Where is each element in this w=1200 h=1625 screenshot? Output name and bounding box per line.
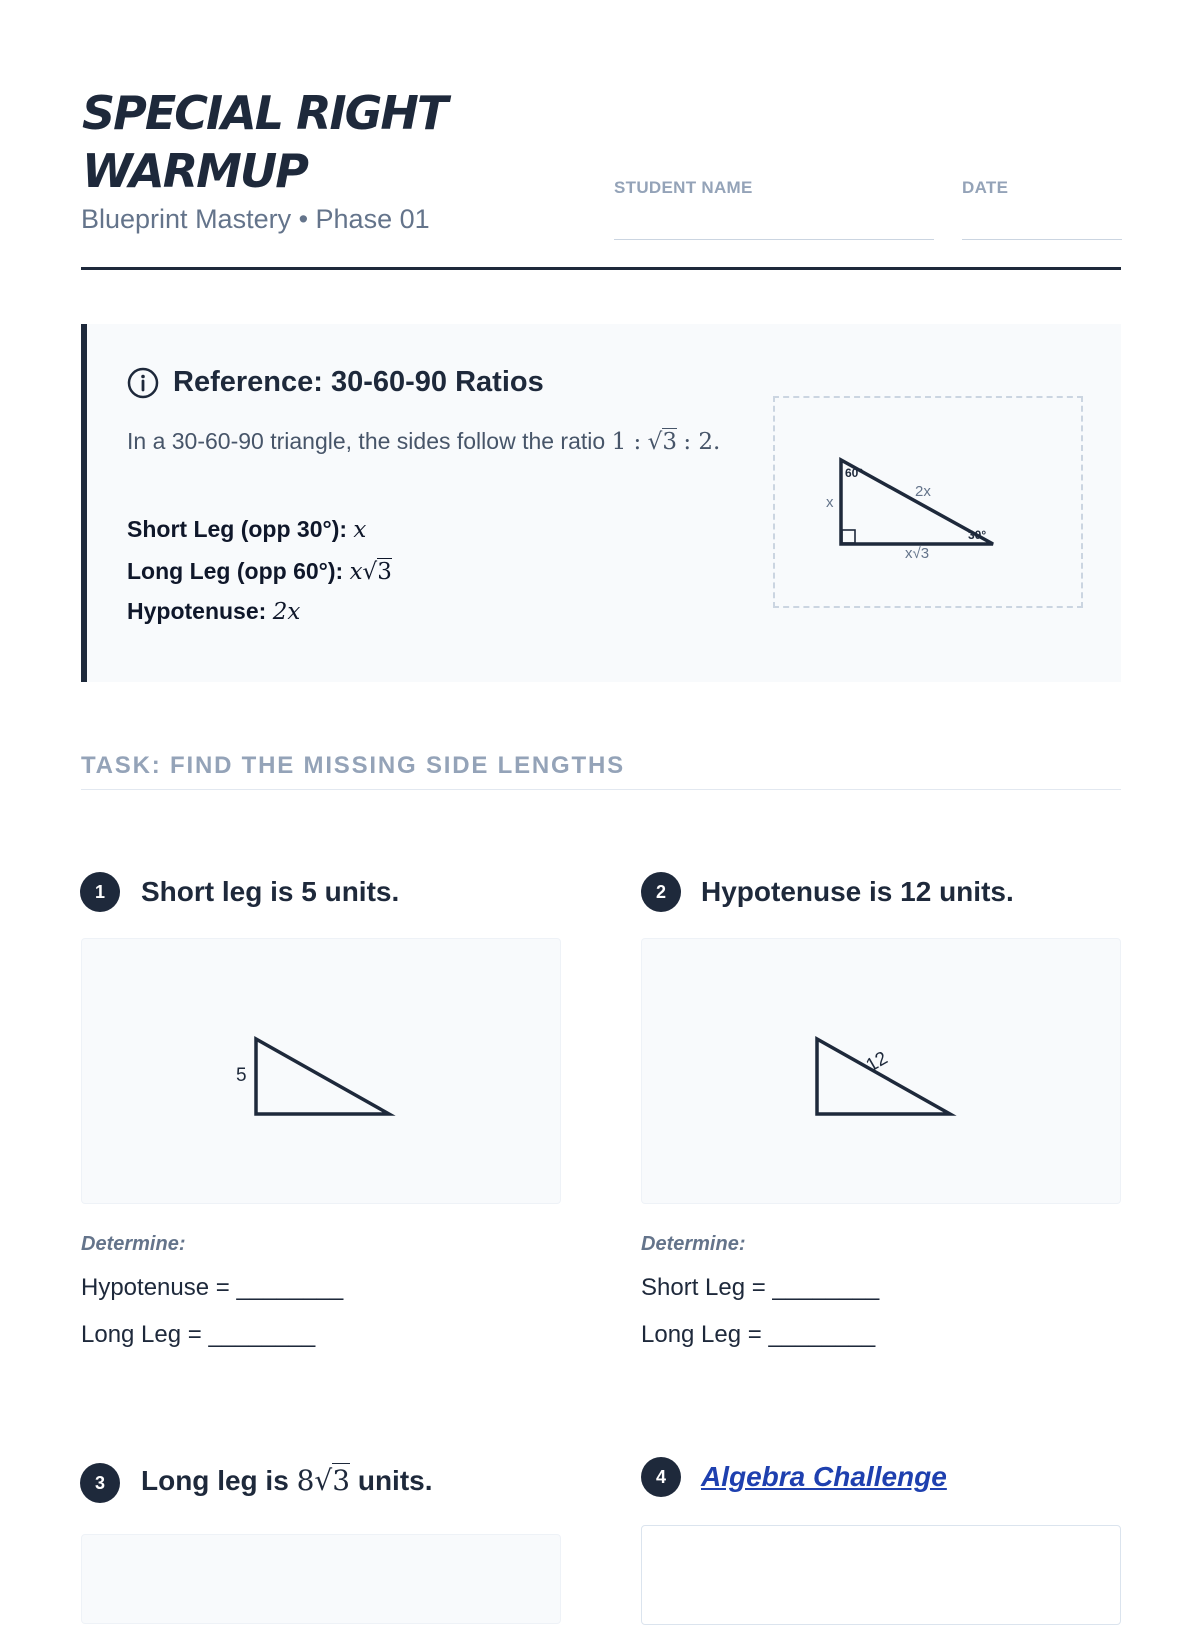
problem-2-given-label: 12	[862, 1047, 892, 1077]
problem-1-triangle	[256, 1039, 389, 1114]
problem-3-sqrt-value: 3	[332, 1464, 351, 1497]
problem-3-title	[141, 1464, 433, 1497]
ref-item-hypotenuse	[127, 598, 300, 625]
ref-item-long-leg	[127, 558, 392, 585]
info-icon	[127, 367, 159, 399]
reference-triangle-svg	[775, 398, 1081, 606]
reference-description	[127, 424, 737, 459]
right-angle-marker	[842, 530, 855, 543]
diagram-label-long-leg: x√3	[905, 545, 930, 562]
task-divider	[81, 789, 1121, 790]
header-divider	[81, 267, 1121, 270]
ratio-sqrt: √3	[647, 429, 677, 455]
problem-3-number: 3	[80, 1463, 120, 1503]
ref-item-math: x	[349, 559, 363, 585]
problem-1-answer-long-leg[interactable]: Long Leg = ________	[81, 1321, 316, 1348]
ratio-part-b: : 2.	[683, 429, 721, 455]
reference-diagram	[773, 396, 1083, 608]
problem-2-figure-panel	[641, 938, 1121, 1204]
date-label: DATE	[962, 178, 1009, 197]
ref-item-math: x	[353, 517, 367, 543]
problem-1-title: Short leg is 5 units.	[141, 876, 400, 907]
student-name-field[interactable]	[614, 239, 934, 240]
page-title: SPECIAL RIGHT WARMUP	[82, 86, 447, 198]
problem-3-figure-panel	[81, 1534, 561, 1624]
problem-2-title: Hypotenuse is 12 units.	[701, 876, 1014, 907]
ref-item-label: Long Leg (opp 60°):	[127, 558, 344, 584]
ref-item-short-leg	[127, 516, 366, 543]
diagram-label-short-leg: x	[826, 494, 834, 511]
problem-1-answer-hypotenuse[interactable]: Hypotenuse = ________	[81, 1274, 344, 1301]
diagram-label-angle-60: 60°	[845, 466, 864, 480]
problem-2-answer-long-leg[interactable]: Long Leg = ________	[641, 1321, 876, 1348]
problem-1-given-label: 5	[236, 1065, 247, 1086]
problem-4-panel	[641, 1525, 1121, 1625]
problem-3-title-pre: Long leg is	[141, 1465, 289, 1496]
task-heading: TASK: FIND THE MISSING SIDE LENGTHS	[81, 752, 625, 779]
date-field[interactable]	[962, 239, 1122, 240]
problem-1-triangle-svg	[82, 939, 560, 1203]
problem-4-title	[701, 1461, 947, 1493]
reference-title: Reference: 30-60-90 Ratios	[173, 366, 544, 398]
problem-2-number: 2	[641, 872, 681, 912]
problem-1-figure-panel	[81, 938, 561, 1204]
ref-item-math: 2x	[272, 599, 301, 625]
diagram-label-angle-30: 30°	[968, 528, 987, 542]
diagram-label-hypotenuse: 2x	[915, 483, 931, 500]
algebra-challenge-link[interactable]: Algebra Challenge	[701, 1461, 947, 1492]
ratio-sqrt-value: 3	[662, 429, 677, 455]
ref-item-label: Short Leg (opp 30°):	[127, 516, 348, 542]
problem-2-determine: Determine:	[641, 1233, 746, 1255]
problem-1-determine: Determine:	[81, 1233, 186, 1255]
ratio-part-a: 1 :	[611, 429, 642, 455]
ref-item-label: Hypotenuse:	[127, 598, 267, 624]
reference-header	[127, 366, 544, 399]
reference-text: In a 30-60-90 triangle, the sides follow the ratio	[127, 428, 606, 454]
problem-2-triangle-svg	[642, 939, 1120, 1203]
ref-item-sqrt-value: 3	[377, 559, 392, 585]
problem-3-title-math: 8√3	[296, 1464, 351, 1497]
problem-2-triangle	[817, 1039, 950, 1114]
reference-box	[81, 324, 1121, 682]
problem-3-title-post: units.	[357, 1465, 433, 1496]
page-subtitle: Blueprint Mastery • Phase 01	[81, 204, 430, 234]
student-name-label: STUDENT NAME	[614, 178, 753, 197]
problem-2-answer-short-leg[interactable]: Short Leg = ________	[641, 1274, 880, 1301]
problem-3-coef: 8	[296, 1464, 315, 1497]
problem-4-number: 4	[641, 1457, 681, 1497]
ref-item-sqrt: √3	[362, 559, 392, 585]
problem-1-number: 1	[80, 872, 120, 912]
